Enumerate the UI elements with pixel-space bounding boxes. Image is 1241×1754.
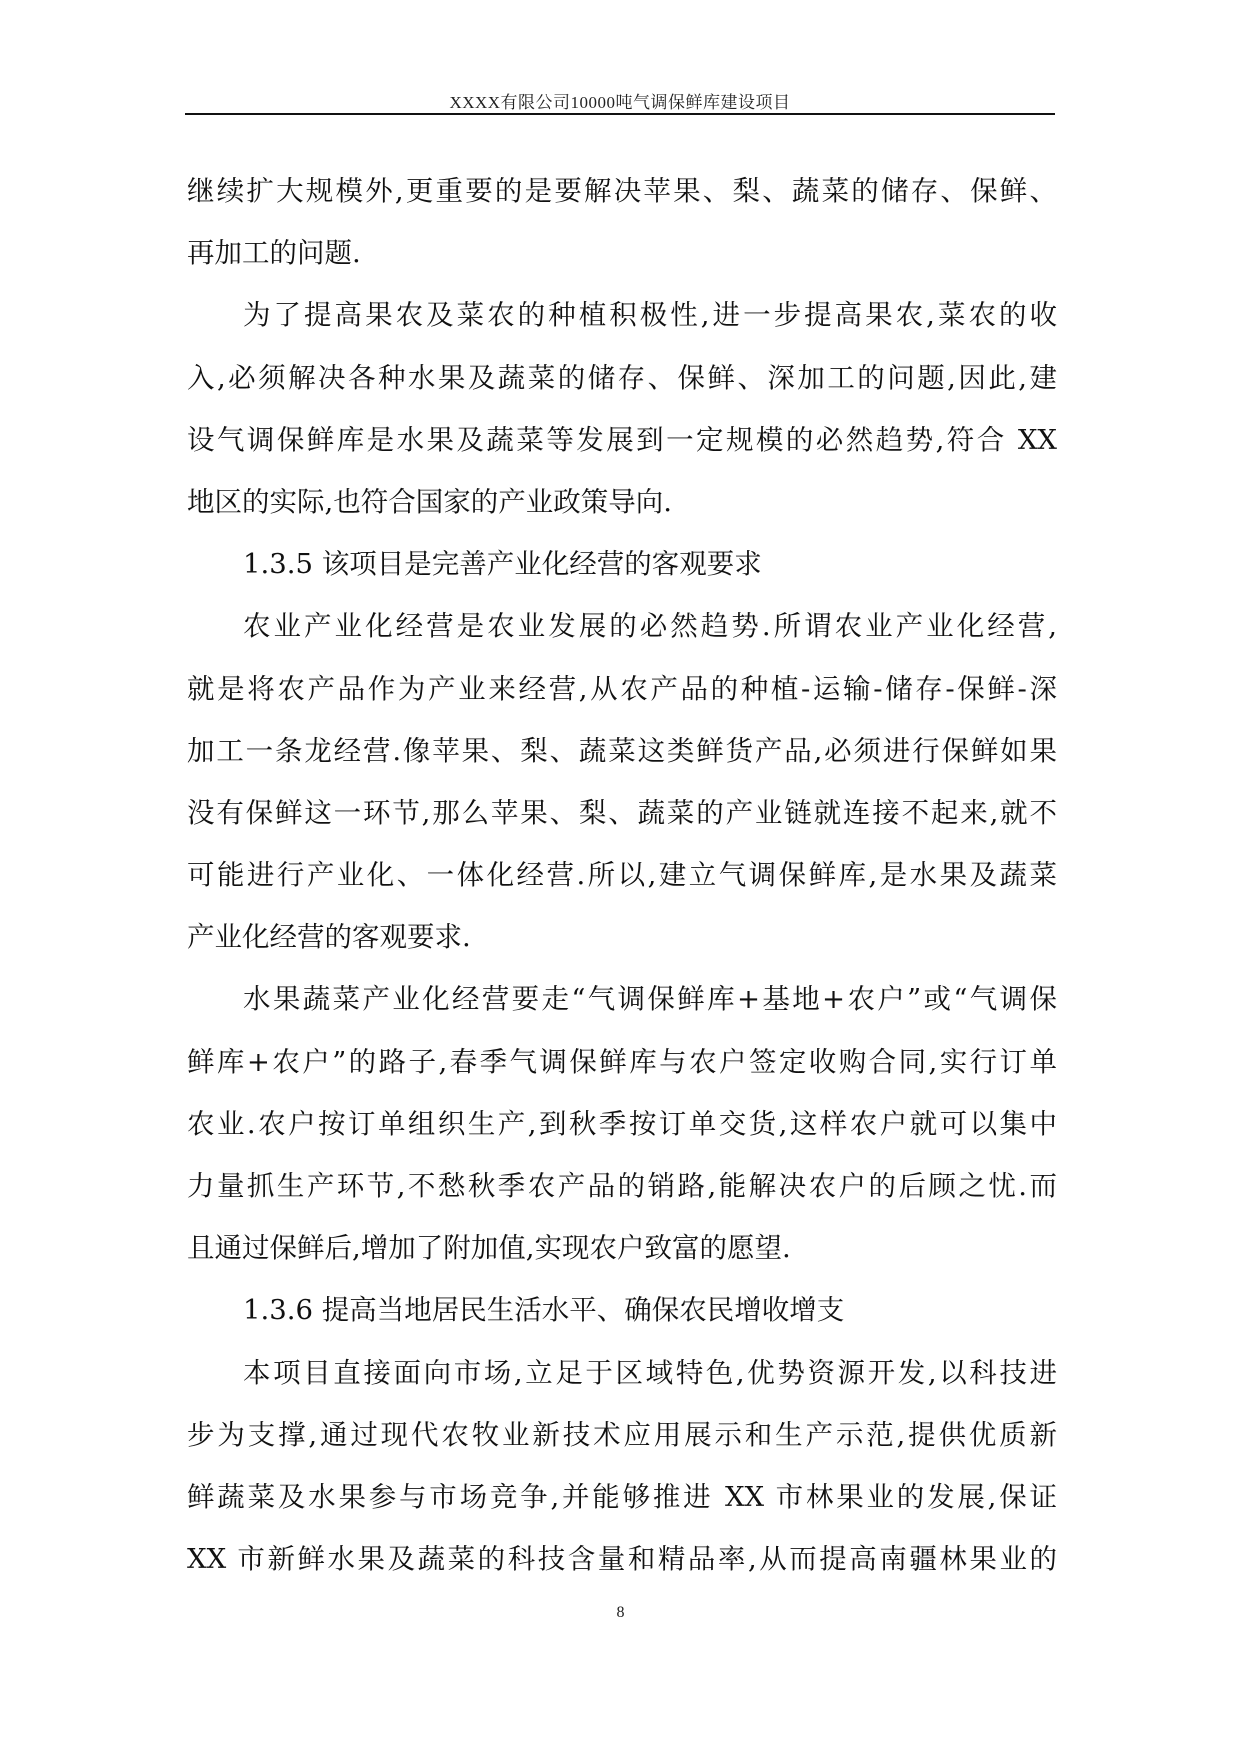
- page-header-title: XXXX有限公司10000吨气调保鲜库建设项目: [449, 93, 791, 112]
- document-body: [187, 160, 1057, 1590]
- text-line: 就是将农产品作为产业来经营,从农产品的种植-运输-储存-保鲜-深: [187, 672, 1057, 705]
- section-heading-1-3-6: 1.3.6 提高当地居民生活水平、确保农民增收增支: [243, 1294, 845, 1327]
- text-line: 水果蔬菜产业化经营要走“气调保鲜库+基地+农户”或“气调保: [243, 983, 1057, 1016]
- page-number: 8: [616, 1604, 625, 1621]
- text-line: 设气调保鲜库是水果及蔬菜等发展到一定规模的必然趋势,符合 XX: [187, 423, 1057, 456]
- text-line: XX 市新鲜水果及蔬菜的科技含量和精品率,从而提高南疆林果业的: [187, 1543, 1057, 1576]
- text-line: 再加工的问题.: [187, 237, 361, 270]
- text-line: 步为支撑,通过现代农牧业新技术应用展示和生产示范,提供优质新: [187, 1418, 1057, 1451]
- text-line: 力量抓生产环节,不愁秋季农产品的销路,能解决农户的后顾之忧.而: [187, 1170, 1057, 1202]
- text-line: 鲜库+农户”的路子,春季气调保鲜库与农户签定收购合同,实行订单: [187, 1045, 1057, 1078]
- text-line: 本项目直接面向市场,立足于区域特色,优势资源开发,以科技进: [243, 1356, 1057, 1389]
- text-line: 为了提高果农及菜农的种植积极性,进一步提高果农,菜农的收: [243, 299, 1057, 332]
- text-line: 加工一条龙经营.像苹果、梨、蔬菜这类鲜货产品,必须进行保鲜如果: [187, 734, 1057, 767]
- header-divider: [185, 113, 1055, 115]
- text-line: 地区的实际,也符合国家的产业政策导向.: [187, 485, 672, 518]
- text-line: 产业化经营的客观要求.: [187, 921, 471, 954]
- section-heading-1-3-5: 1.3.5 该项目是完善产业化经营的客观要求: [243, 548, 762, 581]
- text-line: 继续扩大规模外,更重要的是要解决苹果、梨、蔬菜的储存、保鲜、: [187, 175, 1057, 207]
- text-line: 农业.农户按订单组织生产,到秋季按订单交货,这样农户就可以集中: [187, 1107, 1057, 1140]
- text-line: 农业产业化经营是农业发展的必然趋势.所谓农业产业化经营,: [243, 610, 1057, 643]
- text-line: 没有保鲜这一环节,那么苹果、梨、蔬菜的产业链就连接不起来,就不: [187, 796, 1057, 829]
- text-line: 可能进行产业化、一体化经营.所以,建立气调保鲜库,是水果及蔬菜: [187, 859, 1057, 892]
- text-line: 入,必须解决各种水果及蔬菜的储存、保鲜、深加工的问题,因此,建: [187, 361, 1057, 394]
- text-line: 鲜蔬菜及水果参与市场竞争,并能够推进 XX 市林果业的发展,保证: [187, 1480, 1057, 1513]
- text-line: 且通过保鲜后,增加了附加值,实现农户致富的愿望.: [187, 1232, 791, 1265]
